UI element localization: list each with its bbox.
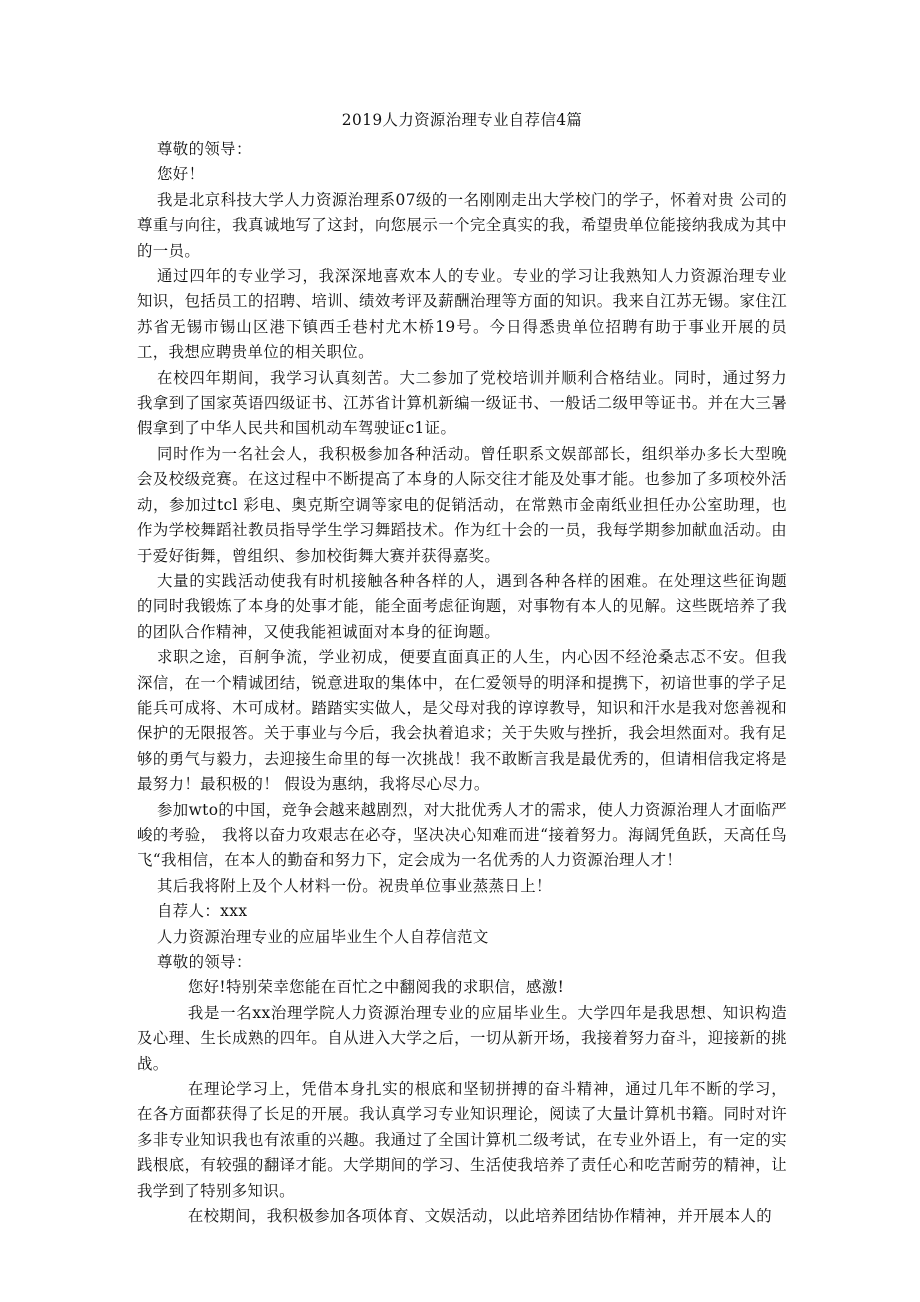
letter1-signature: 自荐人：xxx	[157, 902, 248, 921]
letter2-heading: 人力资源治理专业的应届毕业生个人自荐信范文	[157, 927, 489, 946]
letter1-greeting: 您好！	[157, 165, 205, 184]
letter2-paragraph: 在校期间，我积极参加各项体育、文娱活动，以此培养团结协作精神，并开展本人的	[187, 1207, 773, 1226]
letter2-salutation: 尊敬的领导：	[157, 953, 252, 971]
document-title: 2019人力资源治理专业自荐信4篇	[341, 111, 583, 129]
letter2-paragraph: 您好!特别荣幸您能在百忙之中翻阅我的求职信，感激!	[187, 978, 565, 997]
letter1-paragraph: 在校四年期间，我学习认真刻苦。大二参加了党校培训并顺利合格结业。同时，通过努力我拿到了国家英语四级证书、江苏省计算机新编一级证书、一般话二级甲等证书。并在大三暑假拿到了中华人民共和国机动车驾驶证c1证。	[137, 368, 787, 438]
letter1-paragraph: 通过四年的专业学习，我深深地喜欢本人的专业。专业的学习让我熟知人力资源治理专业知识，包括员工的招聘、培训、绩效考评及薪酬治理等方面的知识。我来自江苏无锡。家住江苏省无锡市锡山区港下镇西壬巷村尤木桥19号。今日得悉贵单位招聘有助于事业开展的员工，我想应聘贵单位的相关职位。	[137, 267, 787, 362]
document-page	[137, 108, 787, 1229]
letter1-paragraph: 我是北京科技大学人力资源治理系07级的一名刚刚走出大学校门的学子，怀着对贵 公司的尊重与向往，我真诚地写了这封，向您展示一个完全真实的我，希望贵单位能接纳我成为其中的一员。	[137, 190, 787, 260]
letter1-paragraph: 参加wto的中国，竞争会越来越剧烈，对大批优秀人才的需求，使人力资源治理人才面临严峻的考验， 我将以奋力攻艰志在必夺，坚决决心知难而进“接着努力。海阔凭鱼跃，天高任鸟飞“我相信，在本人的勤奋和努力下，定会成为一名优秀的人力资源治理人才！	[137, 800, 787, 870]
letter1-paragraph: 其后我将附上及个人材料一份。祝贵单位事业蒸蒸日上！	[157, 876, 552, 895]
letter2-paragraph: 在理论学习上，凭借本身扎实的根底和坚韧拼搏的奋斗精神，通过几年不断的学习，在各方面都获得了长足的开展。我认真学习专业知识理论，阅读了大量计算机书籍。同时对许多非专业知识我也有浓重的兴趣。我通过了全国计算机二级考试，在专业外语上，有一定的实践根底，有较强的翻译才能。大学期间的学习、生活使我培养了责任心和吃苦耐劳的精神，让我学到了特别多知识。	[137, 1080, 787, 1200]
letter1-paragraph: 大量的实践活动使我有时机接触各种各样的人，遇到各种各样的困难。在处理这些征询题的同时我锻炼了本身的处事才能，能全面考虑征询题，对事物有本人的见解。这些既培养了我的团队合作精神，又使我能袒诚面对本身的征询题。	[137, 571, 787, 641]
letter1-paragraph: 同时作为一名社会人，我积极参加各种活动。曾任职系文娱部部长，组织举办多长大型晚会及校级竞赛。在这过程中不断提高了本身的人际交往才能及处事才能。也参加了多项校外活动，参加过tcl 彩电、奥克斯空调等家电的促销活动，在常熟市金南纸业担任办公室助理，也作为学校舞蹈社教员指导学生学习舞蹈技术。作为红十会的一员，我每学期参加献血活动。由于爱好街舞，曾组织、参加校街舞大赛并获得嘉奖。	[137, 444, 787, 565]
letter1-paragraph: 求职之途，百舸争流，学业初成，便要直面真正的人生，内心因不经沧桑志忑不安。但我深信，在一个精诚团结，锐意进取的集体中，在仁爱领导的明泽和提携下，初谙世事的学子足能兵可成将、木可成材。踏踏实实做人，是父母对我的谆谆教导，知识和汗水是我对您善视和保护的无限报答。关于事业与今后，我会执着追求；关于失败与挫折，我会坦然面对。我有足够的勇气与毅力，去迎接生命里的每一次挑战！我不敢断言我是最优秀的，但请相信我定将是最努力！最积极的！ 假设为惠纳，我将尽心尽力。	[137, 648, 787, 794]
letter2-paragraph: 我是一名xx治理学院人力资源治理专业的应届毕业生。大学四年是我思想、知识构造及心理、生长成熟的四年。自从进入大学之后，一切从新开场，我接着努力奋斗，迎接新的挑战。	[137, 1003, 787, 1073]
letter1-salutation: 尊敬的领导：	[157, 140, 252, 158]
